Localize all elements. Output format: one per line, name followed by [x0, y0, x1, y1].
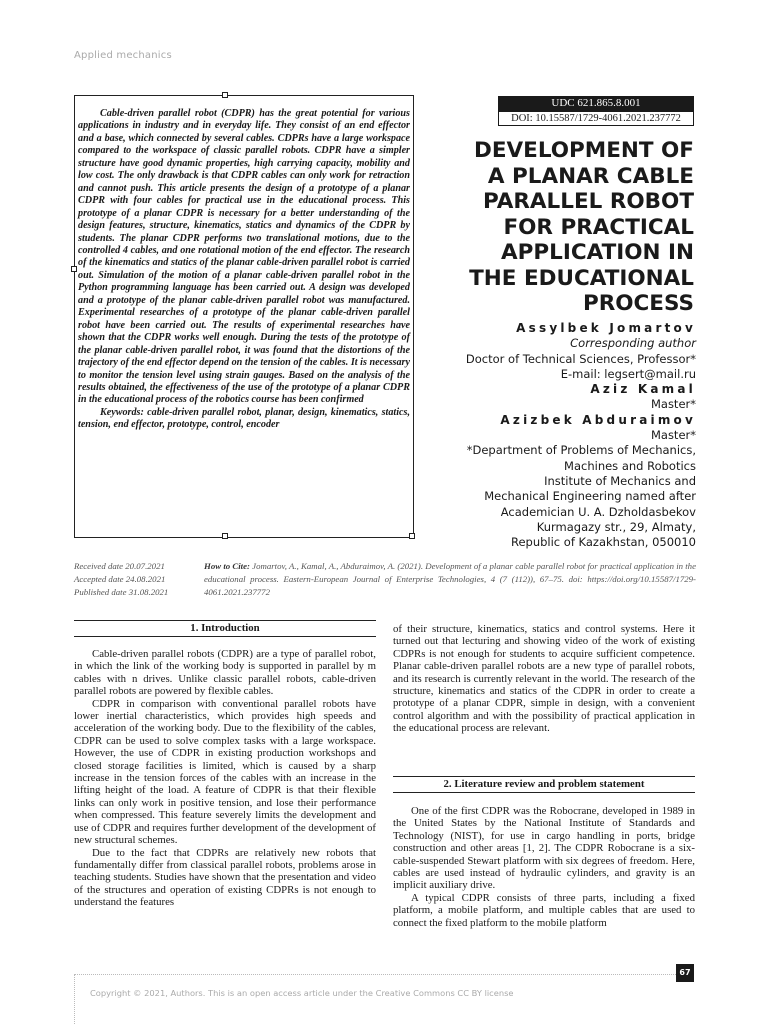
- title-line: THE EDUCATIONAL: [469, 265, 694, 291]
- author-name: Aziz Kamal: [590, 382, 696, 397]
- footer-divider: [74, 974, 694, 975]
- title-line: PROCESS: [582, 291, 694, 316]
- section-heading-introduction: 1. Introduction: [74, 620, 376, 637]
- author-role: Corresponding author: [570, 336, 696, 351]
- title-line: DEVELOPMENT OF: [473, 138, 694, 163]
- accepted-date: Accepted date 24.08.2021: [74, 574, 166, 584]
- author-degree: Master*: [650, 397, 696, 412]
- copyright-notice: Copyright © 2021, Authors. This is an open access article under the Creative Commons CC BY license: [90, 988, 514, 998]
- author-name: Assylbek Jomartov: [516, 321, 696, 335]
- title-line: A PLANAR CABLE: [487, 163, 694, 189]
- affiliation-line: *Department of Problems of Mechanics,: [466, 443, 696, 458]
- affiliation-line: Kurmagazy str., 29, Almaty,: [536, 519, 696, 534]
- paragraph: One of the first CDPR was the Robocrane, developed in 1989 in the United States by the National Institute of Standards and Technology (NIST), for use in cargo handling in ports, bridge construction and other areas [1, 2]. The CDPR Robocrane is a six-cable-suspended Stewart platform with six degrees of freedom. Here, cables are used instead of hydraulic cylinders, and gravity is an implicit auxiliary drive.: [393, 805, 695, 892]
- paragraph: of their structure, kinematics, statics and control systems. Here it turned out that lecturing and showing video of the work of existing CDPRs is not enough for students to acquire sufficient competence. Planar cable-driven parallel robots are a new type of parallel robots, and its research is currently relevant in the world. The research of the structure, kinematics and statics of the CDPR in order to create a prototype of a planar CDPR, simple in design, with a convenient control algorithm and with the possibility of practical application in the educational process are relevant.: [393, 623, 695, 735]
- author-block: [430, 321, 696, 550]
- abstract-body: Cable-driven parallel robot (CDPR) has the great potential for various applications in industry and in everyday life. They consist of an end effector and a base, which connected by several cables. CDPRs have a large workspace compared to the workspace of classic parallel robots. CDPR have a simpler structure have good dynamic properties, high carrying capacity, mobility and low cost. The only drawback is that CDPR cables can only work for retraction and cannot push. This article presents the design of a prototype of a planar CDPR with four cables for practical use in the educational process. This prototype of a planar CDPR is necessary for a better understanding of the design features, structure, kinematics, statics and dynamics of the CDPR by students. The planar CDPR performs two translational motions, due to the controlled 4 cables, and one rotational motion of the end effector. The research of the kinematics and statics of the planar cable-driven parallel robot is carried out. Simulation of the motion of a planar cable-driven parallel robot in the Python programming language has been carried out. A design was developed and a prototype of the planar cable-driven parallel robot was manufactured. Experimental researches of a prototype of the planar cable-driven parallel robot have been carried out. The results of experimental researches have shown that the CDPR works well enough. During the tests of the prototype of the planar cable-driven parallel robot, it was found that the distortions of the trajectory of the end effector depend on the tension of the cables. It is necessary to monitor the tension level using strain gauges. Based on the analysis of the results obtained, the effectiveness of the use of the prototype of a planar CDPR in the educational process of the robotics course has been confirmed: [78, 108, 410, 406]
- cite-text: Jomartov, A., Kamal, A., Abduraimov, A. (2021). Development of a planar cable parallel robot for practical application in the educational process. Eastern-European Journal of Enterprise Technologies, 4 (7 (112)), 67–75. doi: https://doi.org/10.15587/1729-4061.2021.237772: [204, 561, 696, 597]
- affiliation-line: Mechanical Engineering named after: [484, 489, 696, 504]
- journal-section-label: Applied mechanics: [74, 50, 172, 61]
- abstract-keywords: Keywords: cable-driven parallel robot, planar, design, kinematics, statics, tension, end effector, prototype, control, encoder: [78, 406, 410, 431]
- footer-divider-vertical: [74, 974, 75, 1024]
- box-corner-marker: [71, 266, 77, 272]
- right-column-bottom: [393, 805, 695, 929]
- author-name: Azizbek Abduraimov: [500, 412, 696, 427]
- title-line: FOR PRACTICAL: [503, 214, 694, 240]
- paragraph: CDPR in comparison with conventional parallel robots have lower inertial characteristics, which provides high speeds and acceleration of the working body. Due to the flexibility of the cables, CDPR can be used to solve complex tasks with a large workspace. However, the use of CDPR in existing production workshops and closed storage facilities is limited, which is caused by a sharp increase in the tension forces of the cables with an increase in the lifting height of the load. A feature of CDPR is that their flexible links can only work in positive tension, and lose their performance when compressed. This feature severely limits the development and use of CDPR and requires further development of the development of new structural schemes.: [74, 697, 376, 847]
- published-date: Published date 31.08.2021: [74, 587, 169, 597]
- abstract: [78, 108, 410, 432]
- how-to-cite: [204, 560, 696, 599]
- article-dates: [74, 560, 168, 599]
- udc-code: UDC 621.865.8.001: [498, 96, 694, 111]
- box-corner-marker: [222, 533, 228, 539]
- affiliation-line: Machines and Robotics: [564, 458, 696, 473]
- paragraph: A typical CDPR consists of three parts, including a fixed platform, a mobile platform, and multiple cables that are used to connect the fixed platform to the mobile platform: [393, 891, 695, 929]
- doi-link[interactable]: DOI: 10.15587/1729-4061.2021.237772: [498, 111, 694, 126]
- left-column: [74, 648, 376, 909]
- right-column-top: [393, 623, 695, 735]
- received-date: Received date 20.07.2021: [74, 561, 165, 571]
- box-corner-marker: [409, 533, 415, 539]
- article-title: [440, 138, 694, 317]
- author-degree: Master*: [650, 428, 696, 443]
- author-email[interactable]: E-mail: legsert@mail.ru: [560, 366, 696, 381]
- affiliation-line: Institute of Mechanics and: [544, 473, 696, 488]
- affiliation-line: Republic of Kazakhstan, 050010: [510, 535, 696, 550]
- box-corner-marker: [222, 92, 228, 98]
- section-heading-literature: 2. Literature review and problem statement: [393, 776, 695, 793]
- title-line: APPLICATION IN: [500, 240, 694, 265]
- title-line: PARALLEL ROBOT: [482, 189, 694, 214]
- paragraph: Cable-driven parallel robots (CDPR) are a type of parallel robot, in which the link of the working body is supported in parallel by m cables with n drives. Unlike classic parallel robots, cable-driven parallel robots are powered by flexible cables.: [74, 648, 376, 698]
- author-degree: Doctor of Technical Sciences, Professor*: [465, 351, 696, 366]
- paragraph: Due to the fact that CDPRs are relatively new robots that fundamentally differ from classical parallel robots, problems arose in teaching students. Studies have shown that the presentation and video of the structures and operation of existing CDPRs is not enough to understand the features: [74, 846, 376, 909]
- page-number: 67: [676, 964, 694, 982]
- cite-label: How to Cite:: [204, 561, 250, 571]
- affiliation-line: Academician U. A. Dzholdasbekov: [500, 504, 696, 519]
